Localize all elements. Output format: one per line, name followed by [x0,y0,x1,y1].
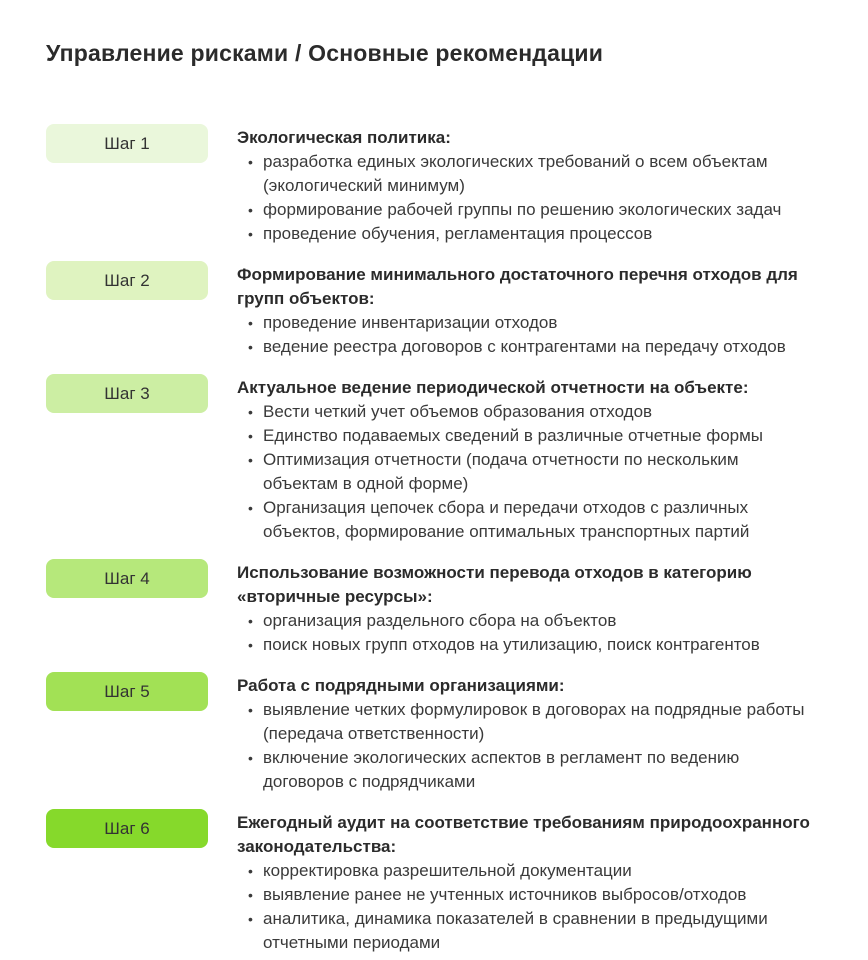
step-row-5 [46,672,838,794]
step-badge-2: Шаг 2 [46,261,208,300]
step-bullets [237,609,817,657]
bullet-item: • проведение инвентаризации отходов [237,311,817,335]
bullet-item: • включение экологических аспектов в регламент по ведению договоров с подрядчиками [237,746,817,794]
step-content-6 [237,809,817,955]
step-bullets [237,150,817,246]
step-heading: Экологическая политика: [237,128,451,147]
step-content-3 [237,374,817,544]
step-heading: Актуальное ведение периодической отчетности на объекте: [237,378,749,397]
step-bullets [237,311,817,359]
step-badge-6: Шаг 6 [46,809,208,848]
step-badge-1: Шаг 1 [46,124,208,163]
step-badge-4: Шаг 4 [46,559,208,598]
step-row-2 [46,261,838,359]
step-row-1 [46,124,838,246]
step-heading: Формирование минимального достаточного перечня отходов для групп объектов: [237,265,798,308]
step-content-5 [237,672,817,794]
bullet-item: • аналитика, динамика показателей в сравнении в предыдущими отчетными периодами [237,907,817,955]
bullet-item: • поиск новых групп отходов на утилизацию, поиск контрагентов [237,633,817,657]
step-badge-5: Шаг 5 [46,672,208,711]
bullet-item: • формирование рабочей группы по решению экологических задач [237,198,817,222]
step-row-4 [46,559,838,657]
step-heading: Работа с подрядными организациями: [237,676,565,695]
bullet-item: • Единство подаваемых сведений в различные отчетные формы [237,424,817,448]
bullet-item: • выявление четких формулировок в договорах на подрядные работы (передача ответственности) [237,698,817,746]
step-bullets [237,859,817,955]
page-title: Управление рисками / Основные рекомендации [46,40,604,66]
bullet-item: • организация раздельного сбора на объектов [237,609,817,633]
step-badge-3: Шаг 3 [46,374,208,413]
step-bullets [237,400,817,544]
bullet-item: • Организация цепочек сбора и передачи отходов с различных объектов, формирование оптимальных транспортных партий [237,496,817,544]
bullet-item: • корректировка разрешительной документации [237,859,817,883]
step-row-3 [46,374,838,544]
steps-list [46,124,838,955]
step-heading: Использование возможности перевода отходов в категорию «вторичные ресурсы»: [237,563,752,606]
step-content-1 [237,124,817,246]
bullet-item: • выявление ранее не учтенных источников выбросов/отходов [237,883,817,907]
bullet-item: • ведение реестра договоров с контрагентами на передачу отходов [237,335,817,359]
step-content-4 [237,559,817,657]
bullet-item: • Оптимизация отчетности (подача отчетности по нескольким объектам в одной форме) [237,448,817,496]
step-heading: Ежегодный аудит на соответствие требованиям природоохранного законодательства: [237,813,810,856]
step-bullets [237,698,817,794]
bullet-item: • проведение обучения, регламентация процессов [237,222,817,246]
bullet-item: • разработка единых экологических требований о всем объектам (экологический минимум) [237,150,817,198]
step-row-6 [46,809,838,955]
bullet-item: • Вести четкий учет объемов образования отходов [237,400,817,424]
step-content-2 [237,261,817,359]
